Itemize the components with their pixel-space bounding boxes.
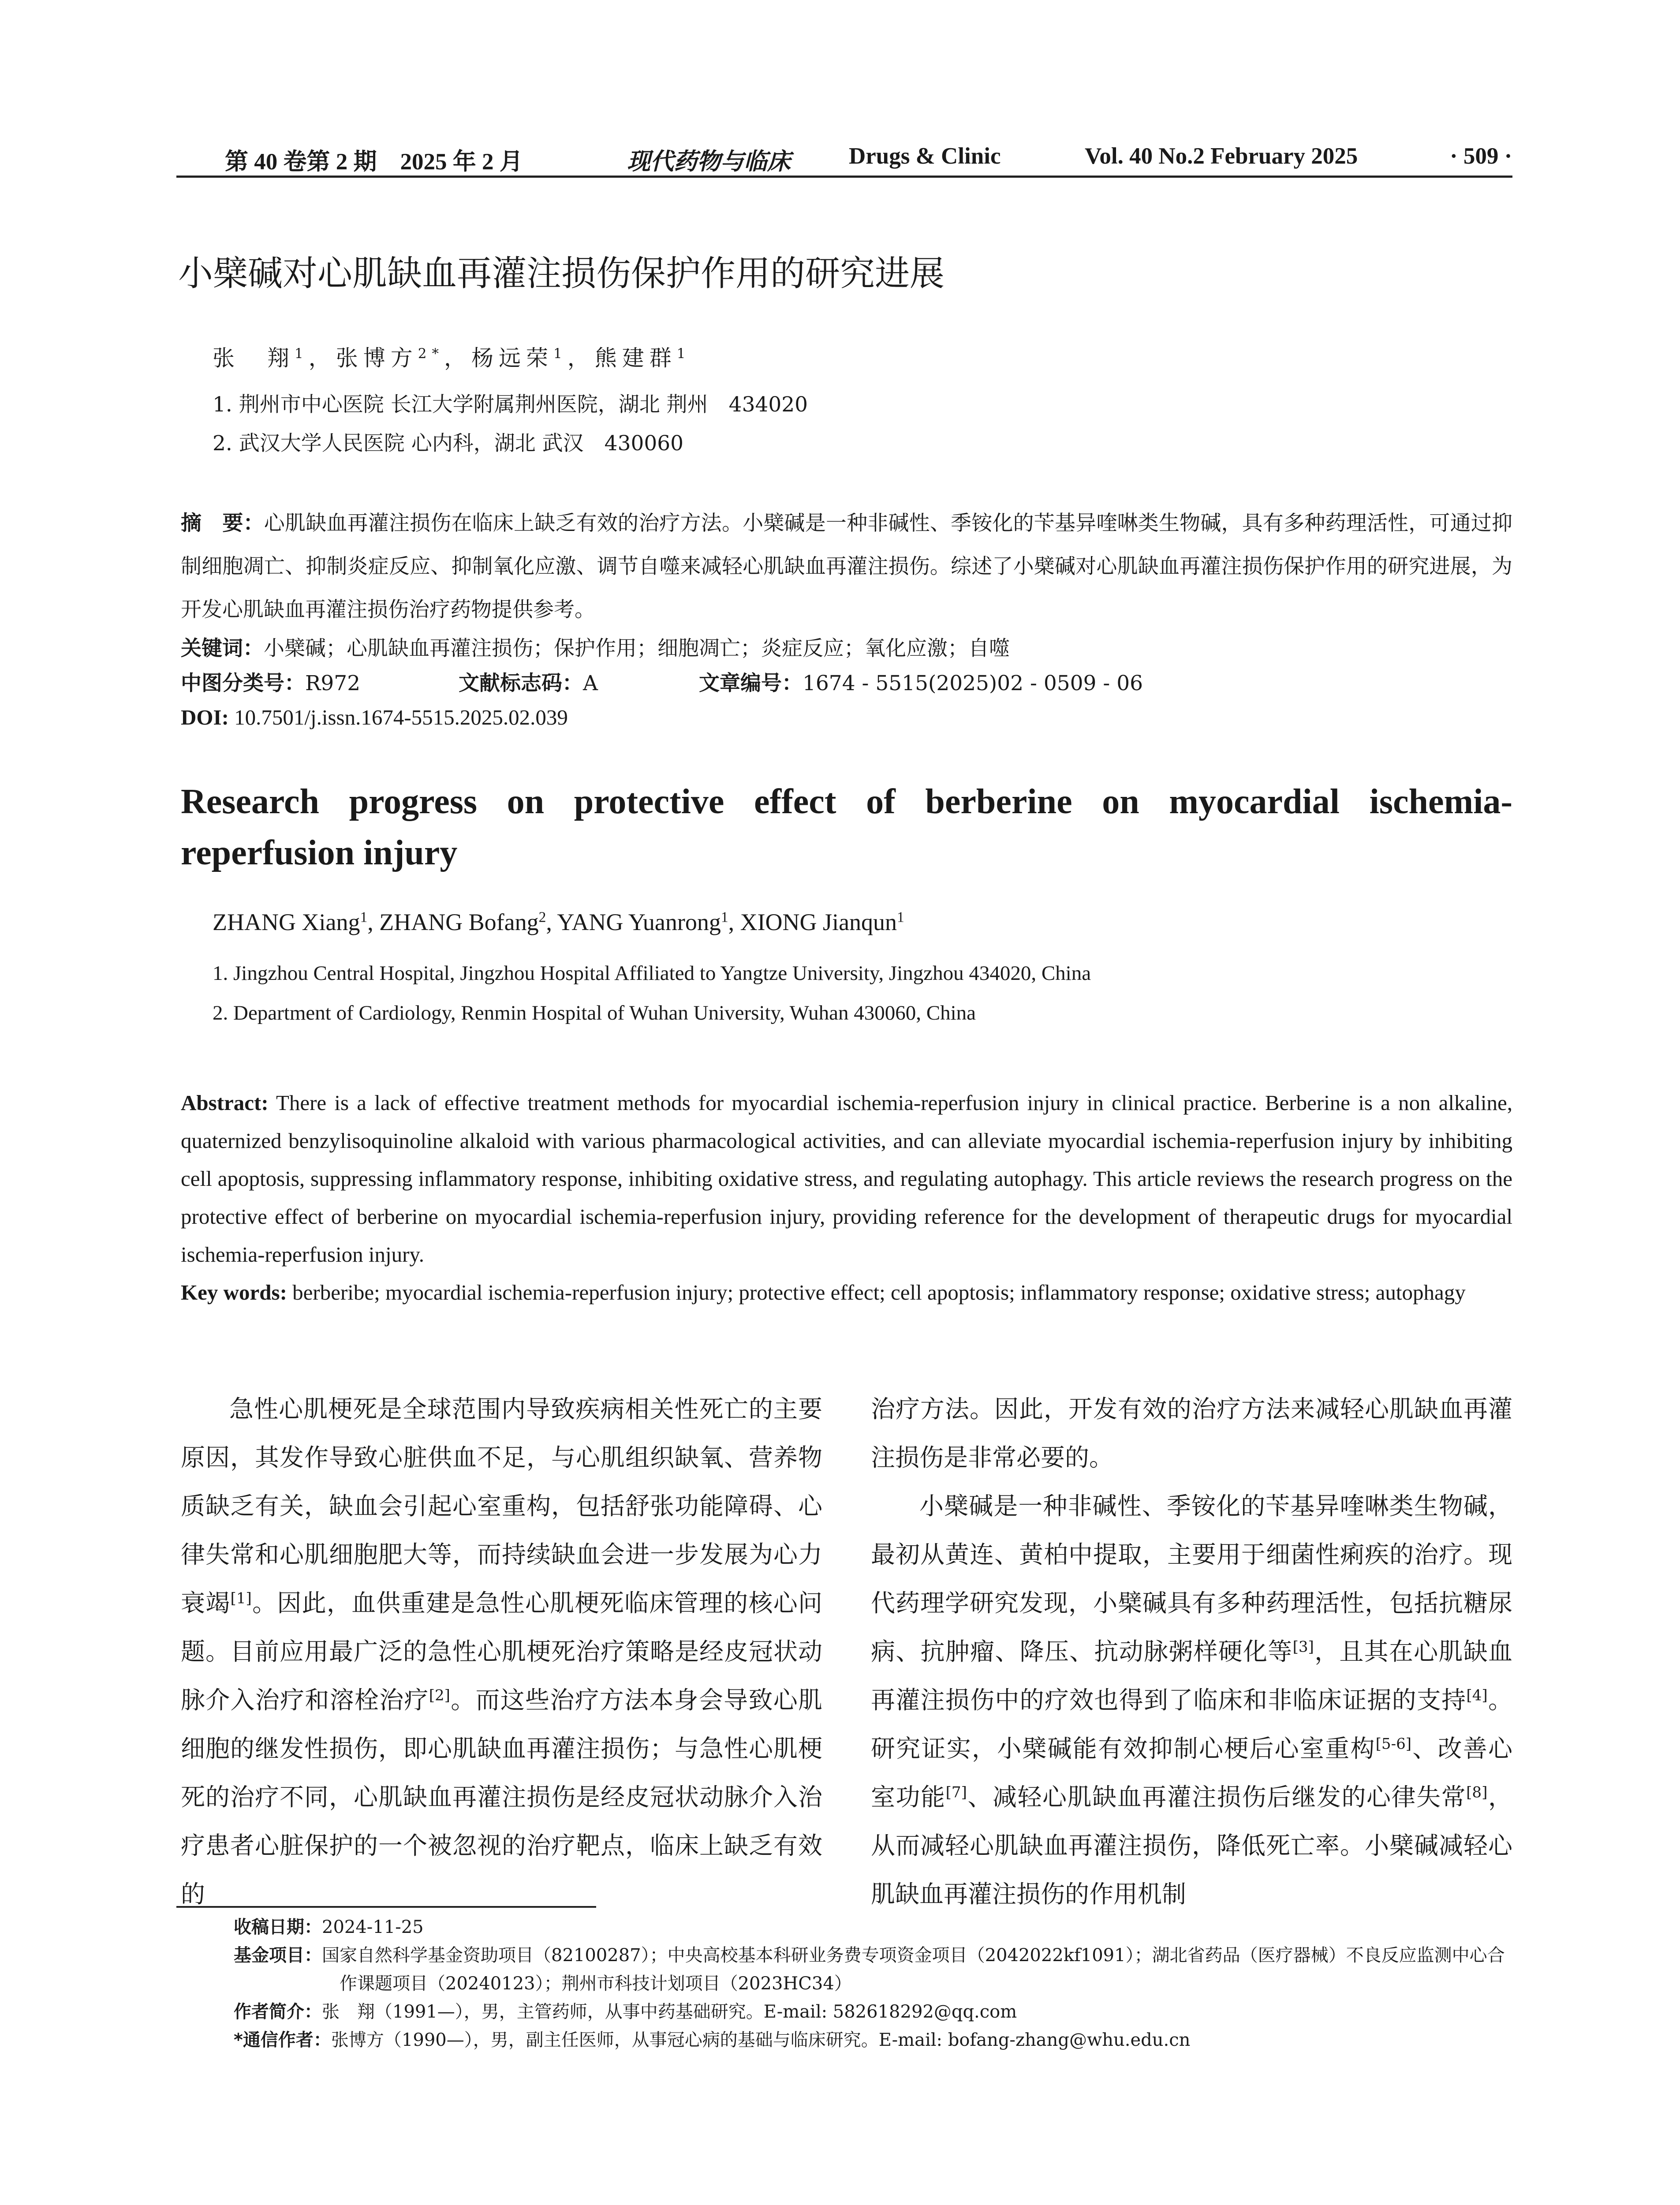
en-author-mark: 1 — [897, 909, 904, 926]
cn-title: 小檗碱对心肌缺血再灌注损伤保护作用的研究进展 — [178, 253, 945, 294]
running-header — [176, 140, 1512, 177]
journal-name-en: Drugs & Clinic — [849, 143, 1001, 169]
journal-name-cn: 现代药物与临床 — [627, 148, 791, 175]
en-title-line-2: reperfusion injury — [181, 833, 458, 872]
citation: [5-6] — [1375, 1735, 1412, 1753]
footnote-received: 收稿日期：2024-11-25 — [234, 1917, 424, 1937]
cn-author-mark: 2* — [418, 345, 444, 362]
en-keywords — [181, 1274, 1512, 1312]
citation: [3] — [1292, 1638, 1314, 1656]
footnotes — [234, 1913, 1512, 2054]
cn-keywords — [181, 627, 1512, 670]
footnote-fund: 基金项目：国家自然科学基金资助项目（82100287）；中央高校基本科研业务费专项资金项目（2042022kf1091）；湖北省药品（医疗器械）不良反应监测中心合作课题项目（20240123）；荆州市科技计划项目（2023HC34） — [234, 1945, 1505, 1994]
cn-author-name: 张 翔 — [213, 345, 295, 371]
citation: [2] — [429, 1686, 450, 1704]
cn-keywords-label: 关键词： — [181, 636, 264, 661]
en-keywords-label: Key words: — [181, 1280, 287, 1304]
cn-author-name: 杨远荣 — [471, 345, 553, 371]
article-number-label: 文章编号： — [699, 671, 803, 695]
cn-author-mark: 1 — [676, 345, 691, 362]
cn-author-name: 张博方 — [336, 345, 418, 371]
en-author-name: ZHANG Bofang — [379, 909, 539, 935]
en-author-name: XIONG Jianqun — [740, 909, 897, 935]
citation: [4] — [1466, 1686, 1488, 1704]
en-affiliation-2: 2. Department of Cardiology, Renmin Hospital of Wuhan University, Wuhan 430060, China — [213, 1002, 976, 1024]
cn-author-mark: 1 — [295, 345, 309, 362]
cn-abstract-text: 心肌缺血再灌注损伤在临床上缺乏有效的治疗方法。小檗碱是一种非碱性、季铵化的苄基异喹啉类生物碱，具有多种药理活性，可通过抑制细胞凋亡、抑制炎症反应、抑制氧化应激、调节自噬来减轻心肌缺血再灌注损伤。综述了小檗碱对心肌缺血再灌注损伤保护作用的研究进展，为开发心肌缺血再灌注损伤治疗药物提供参考。 — [181, 511, 1512, 622]
en-keywords-text: berberibe; myocardial ischemia-reperfusion injury; protective effect; cell apoptosis; inflammatory response; oxidative stress; autophagy — [287, 1280, 1466, 1304]
cn-affiliation-1: 1. 荆州市中心医院 长江大学附属荆州医院，湖北 荆州 434020 — [213, 392, 808, 417]
cn-abstract-label: 摘 要： — [181, 511, 264, 535]
cn-doc-code — [459, 667, 598, 696]
en-title-line-1: Research progress on protective effect of berberine on myocardial ischemia- — [181, 782, 1512, 821]
issue-cn: 第 40 卷第 2 期 2025 年 2 月 — [225, 149, 523, 175]
cn-classification-row — [181, 667, 360, 696]
cn-author-name: 熊建群 — [594, 345, 677, 371]
doi-label: DOI: — [181, 705, 229, 729]
body-paragraph: 治疗方法。因此，开发有效的治疗方法来减轻心肌缺血再灌注损伤是非常必要的。 — [871, 1395, 1512, 1472]
footnote-rule — [176, 1906, 596, 1908]
citation: [1] — [230, 1589, 252, 1607]
citation: [8] — [1466, 1783, 1488, 1801]
cn-authors: 张 翔$^1$，张博方$^{2*}$，杨远荣$^1$，熊建群$^1$ — [213, 345, 691, 371]
en-author-name: YANG Yuanrong — [557, 909, 721, 935]
doc-code-value: A — [583, 671, 598, 695]
citation: [7] — [945, 1783, 967, 1801]
en-author-mark: 2 — [538, 909, 546, 926]
cn-affiliation-2: 2. 武汉大学人民医院 心内科，湖北 武汉 430060 — [213, 431, 684, 456]
en-abstract-label: Abstract: — [181, 1091, 269, 1115]
body-left-column — [181, 1385, 822, 1918]
en-title — [181, 776, 1512, 878]
body-paragraph: 小檗碱是一种非碱性、季铵化的苄基异喹啉类生物碱，最初从黄连、黄柏中提取，主要用于细菌性痢疾的治疗。现代药理学研究发现，小檗碱具有多种药理活性，包括抗糖尿病、抗肿瘤、降压、抗动脉粥样硬化等[3]，且其在心肌缺血再灌注损伤中的疗效也得到了临床和非临床证据的支持[4]。研究证实，小檗碱能有效抑制心梗后心室重构[5-6]、改善心室功能[7]、减轻心肌缺血再灌注损伤后继发的心律失常[8]，从而减轻心肌缺血再灌注损伤，降低死亡率。小檗碱减轻心肌缺血再灌注损伤的作用机制 — [871, 1492, 1512, 1908]
page-number: · 509 · — [1450, 143, 1512, 169]
en-author-mark: 1 — [360, 909, 368, 926]
doc-code-label: 文献标志码： — [459, 671, 583, 695]
en-author-name: ZHANG Xiang — [213, 909, 360, 935]
clc-label: 中图分类号： — [181, 671, 305, 695]
cn-keywords-text: 小檗碱；心肌缺血再灌注损伤；保护作用；细胞凋亡；炎症反应；氧化应激；自噬 — [264, 636, 1010, 661]
body-paragraph: 急性心肌梗死是全球范围内导致疾病相关性死亡的主要原因，其发作导致心脏供血不足，与心肌组织缺氧、营养物质缺乏有关，缺血会引起心室重构，包括舒张功能障碍、心律失常和心肌细胞肥大等，而持续缺血会进一步发展为心力衰竭[1]。因此，血供重建是急性心肌梗死临床管理的核心问题。目前应用最广泛的急性心肌梗死治疗策略是经皮冠状动脉介入治疗和溶栓治疗[2]。而这些治疗方法本身会导致心肌细胞的继发性损伤，即心肌缺血再灌注损伤；与急性心肌梗死的治疗不同，心肌缺血再灌注损伤是经皮冠状动脉介入治疗患者心脏保护的一个被忽视的治疗靶点，临床上缺乏有效的 — [181, 1395, 822, 1908]
en-abstract-text: There is a lack of effective treatment methods for myocardial ischemia-reperfusion injury in clinical practice. Berberine is a non alkaline, quaternized benzylisoquinoline alkaloid with various pharmacological activities, and can alleviate myocardial ischemia-reperfusion injury by inhibiting cell apoptosis, suppressing inflammatory response, inhibiting oxidative stress, and regulating autophagy. This article reviews the research progress on the protective effect of berberine on myocardial ischemia-reperfusion injury, providing reference for the development of therapeutic drugs for myocardial ischemia-reperfusion injury. — [181, 1091, 1512, 1267]
clc-value: R972 — [305, 671, 361, 695]
footnote-author: 作者简介：张 翔（1991—），男，主管药师，从事中药基础研究。E-mail: 582618292@qq.com — [234, 2002, 1017, 2022]
doi-value: 10.7501/j.issn.1674-5515.2025.02.039 — [228, 705, 568, 729]
header-rule — [176, 176, 1512, 178]
footnote-corresponding: *通信作者：张博方（1990—），男，副主任医师，从事冠心病的基础与临床研究。E-mail: bofang-zhang@whu.edu.cn — [234, 2030, 1191, 2050]
en-author-mark: 1 — [721, 909, 728, 926]
doi-row — [181, 705, 568, 730]
article-number-value: 1674 - 5515(2025)02 - 0509 - 06 — [803, 671, 1143, 695]
en-affiliation-1: 1. Jingzhou Central Hospital, Jingzhou Hospital Affiliated to Yangtze University, Jingzhou 434020, China — [213, 962, 1091, 985]
issue-en: Vol. 40 No.2 February 2025 — [1085, 143, 1358, 169]
cn-article-number — [699, 667, 1143, 696]
cn-abstract — [181, 502, 1512, 632]
cn-author-mark: 1 — [553, 345, 567, 362]
en-abstract — [181, 1084, 1512, 1274]
en-authors: ZHANG Xiang$^1$, ZHANG Bofang$^2$, YANG Yuanrong$^1$, XIONG Jianqun$^1$ — [213, 909, 904, 935]
body-right-column — [871, 1385, 1512, 1918]
